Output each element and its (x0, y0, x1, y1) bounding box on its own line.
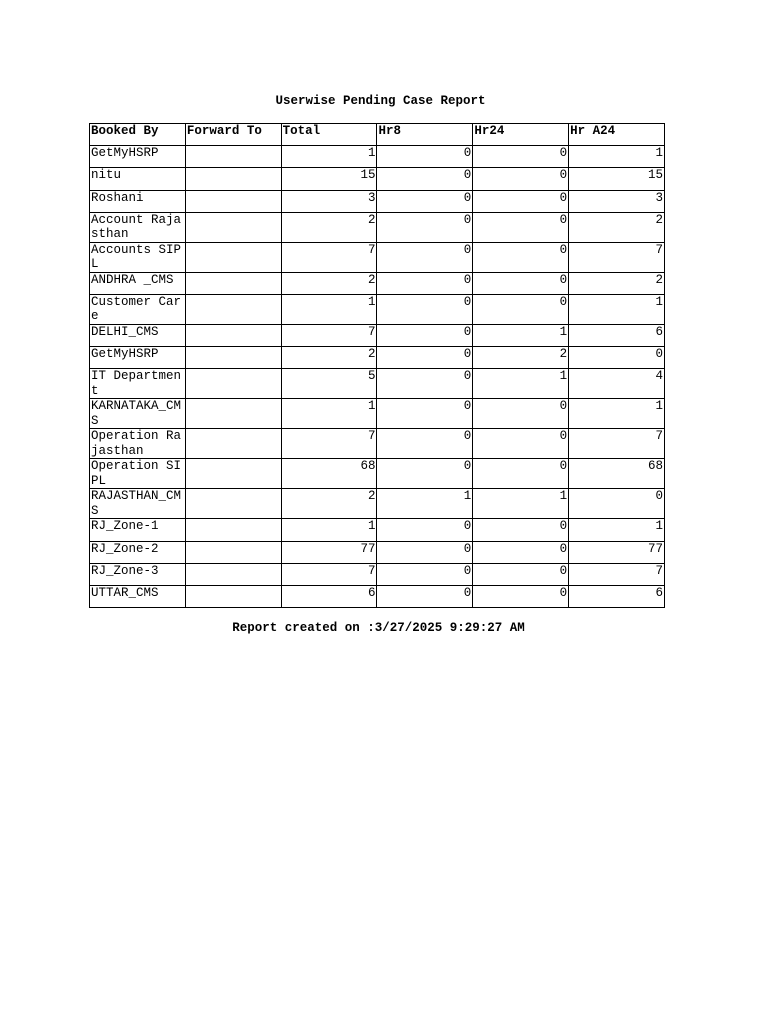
table-row (90, 585, 665, 607)
report-created-timestamp: Report created on :3/27/2025 9:29:27 AM (232, 621, 525, 636)
cell-total: 1 (281, 519, 377, 541)
cell-hr24: 0 (473, 399, 569, 429)
table-row (90, 212, 665, 242)
table-row (90, 324, 665, 346)
cell-booked-by: KARNATAKA_CMS (90, 399, 186, 429)
cell-hr24: 0 (473, 294, 569, 324)
cell-hr8: 0 (377, 146, 473, 168)
pending-case-report (89, 92, 664, 637)
table-row (90, 168, 665, 190)
cell-forward-to (185, 585, 281, 607)
cell-booked-by: Operation Rajasthan (90, 429, 186, 459)
cell-hr8: 1 (377, 489, 473, 519)
cell-total: 2 (281, 347, 377, 369)
cell-hr8: 0 (377, 347, 473, 369)
table-row (90, 489, 665, 519)
table-row (90, 399, 665, 429)
cell-forward-to (185, 369, 281, 399)
cell-booked-by: GetMyHSRP (90, 146, 186, 168)
pending-case-table (89, 123, 665, 608)
cell-hr8: 0 (377, 168, 473, 190)
cell-hr-a24: 2 (569, 272, 665, 294)
table-row (90, 242, 665, 272)
cell-hr8: 0 (377, 399, 473, 429)
column-header-total: Total (281, 124, 377, 146)
cell-forward-to (185, 212, 281, 242)
cell-hr8: 0 (377, 272, 473, 294)
cell-forward-to (185, 347, 281, 369)
cell-hr8: 0 (377, 459, 473, 489)
cell-booked-by: Accounts SIPL (90, 242, 186, 272)
table-row (90, 459, 665, 489)
cell-booked-by: DELHI_CMS (90, 324, 186, 346)
cell-hr24: 0 (473, 429, 569, 459)
cell-hr-a24: 15 (569, 168, 665, 190)
cell-forward-to (185, 459, 281, 489)
cell-hr24: 0 (473, 541, 569, 563)
cell-booked-by: Operation SIPL (90, 459, 186, 489)
table-row (90, 146, 665, 168)
table-row (90, 369, 665, 399)
table-row (90, 190, 665, 212)
cell-booked-by: IT Department (90, 369, 186, 399)
cell-hr-a24: 7 (569, 563, 665, 585)
cell-hr24: 0 (473, 272, 569, 294)
column-header-hr8: Hr8 (377, 124, 473, 146)
cell-hr8: 0 (377, 519, 473, 541)
cell-forward-to (185, 489, 281, 519)
cell-booked-by: Roshani (90, 190, 186, 212)
cell-hr24: 0 (473, 168, 569, 190)
report-title: Userwise Pending Case Report (275, 94, 486, 108)
cell-total: 2 (281, 489, 377, 519)
cell-forward-to (185, 242, 281, 272)
cell-forward-to (185, 541, 281, 563)
cell-hr24: 0 (473, 212, 569, 242)
cell-hr-a24: 7 (569, 242, 665, 272)
cell-booked-by: RAJASTHAN_CMS (90, 489, 186, 519)
cell-hr24: 0 (473, 146, 569, 168)
cell-forward-to (185, 519, 281, 541)
table-row (90, 272, 665, 294)
cell-hr8: 0 (377, 324, 473, 346)
cell-hr8: 0 (377, 369, 473, 399)
cell-total: 7 (281, 429, 377, 459)
cell-total: 1 (281, 399, 377, 429)
cell-hr8: 0 (377, 585, 473, 607)
cell-forward-to (185, 190, 281, 212)
table-row (90, 541, 665, 563)
cell-hr-a24: 1 (569, 399, 665, 429)
column-header-forward-to: Forward To (185, 124, 281, 146)
cell-booked-by: Account Rajasthan (90, 212, 186, 242)
cell-booked-by: nitu (90, 168, 186, 190)
cell-hr24: 0 (473, 242, 569, 272)
cell-hr8: 0 (377, 212, 473, 242)
cell-total: 3 (281, 190, 377, 212)
table-header-row (90, 124, 665, 146)
cell-hr8: 0 (377, 541, 473, 563)
cell-total: 7 (281, 563, 377, 585)
cell-booked-by: Customer Care (90, 294, 186, 324)
cell-forward-to (185, 168, 281, 190)
cell-hr24: 0 (473, 190, 569, 212)
cell-booked-by: UTTAR_CMS (90, 585, 186, 607)
table-row (90, 519, 665, 541)
cell-forward-to (185, 272, 281, 294)
cell-hr-a24: 1 (569, 519, 665, 541)
cell-booked-by: RJ_Zone-1 (90, 519, 186, 541)
cell-hr8: 0 (377, 563, 473, 585)
cell-hr-a24: 0 (569, 347, 665, 369)
cell-total: 6 (281, 585, 377, 607)
cell-forward-to (185, 294, 281, 324)
cell-hr-a24: 1 (569, 146, 665, 168)
cell-hr24: 0 (473, 563, 569, 585)
table-row (90, 429, 665, 459)
table-body (90, 146, 665, 608)
column-header-hr-a24: Hr A24 (569, 124, 665, 146)
cell-total: 1 (281, 146, 377, 168)
cell-hr24: 1 (473, 489, 569, 519)
cell-hr24: 0 (473, 459, 569, 489)
cell-hr-a24: 4 (569, 369, 665, 399)
cell-booked-by: RJ_Zone-3 (90, 563, 186, 585)
cell-total: 7 (281, 324, 377, 346)
cell-total: 2 (281, 212, 377, 242)
cell-total: 15 (281, 168, 377, 190)
cell-hr8: 0 (377, 429, 473, 459)
cell-hr-a24: 68 (569, 459, 665, 489)
cell-hr24: 2 (473, 347, 569, 369)
cell-booked-by: ANDHRA _CMS (90, 272, 186, 294)
cell-hr24: 1 (473, 369, 569, 399)
cell-hr24: 0 (473, 519, 569, 541)
cell-hr8: 0 (377, 242, 473, 272)
table-row (90, 294, 665, 324)
cell-total: 2 (281, 272, 377, 294)
cell-forward-to (185, 146, 281, 168)
table-row (90, 347, 665, 369)
cell-total: 77 (281, 541, 377, 563)
cell-forward-to (185, 563, 281, 585)
cell-hr-a24: 1 (569, 294, 665, 324)
column-header-booked-by: Booked By (90, 124, 186, 146)
cell-hr8: 0 (377, 190, 473, 212)
cell-total: 1 (281, 294, 377, 324)
cell-forward-to (185, 429, 281, 459)
cell-hr-a24: 6 (569, 324, 665, 346)
cell-forward-to (185, 324, 281, 346)
cell-hr24: 1 (473, 324, 569, 346)
cell-hr-a24: 2 (569, 212, 665, 242)
cell-forward-to (185, 399, 281, 429)
column-header-hr24: Hr24 (473, 124, 569, 146)
cell-hr-a24: 7 (569, 429, 665, 459)
cell-booked-by: GetMyHSRP (90, 347, 186, 369)
cell-total: 68 (281, 459, 377, 489)
cell-hr-a24: 0 (569, 489, 665, 519)
cell-total: 7 (281, 242, 377, 272)
cell-hr24: 0 (473, 585, 569, 607)
cell-total: 5 (281, 369, 377, 399)
cell-hr-a24: 77 (569, 541, 665, 563)
table-row (90, 563, 665, 585)
cell-booked-by: RJ_Zone-2 (90, 541, 186, 563)
cell-hr8: 0 (377, 294, 473, 324)
cell-hr-a24: 6 (569, 585, 665, 607)
cell-hr-a24: 3 (569, 190, 665, 212)
